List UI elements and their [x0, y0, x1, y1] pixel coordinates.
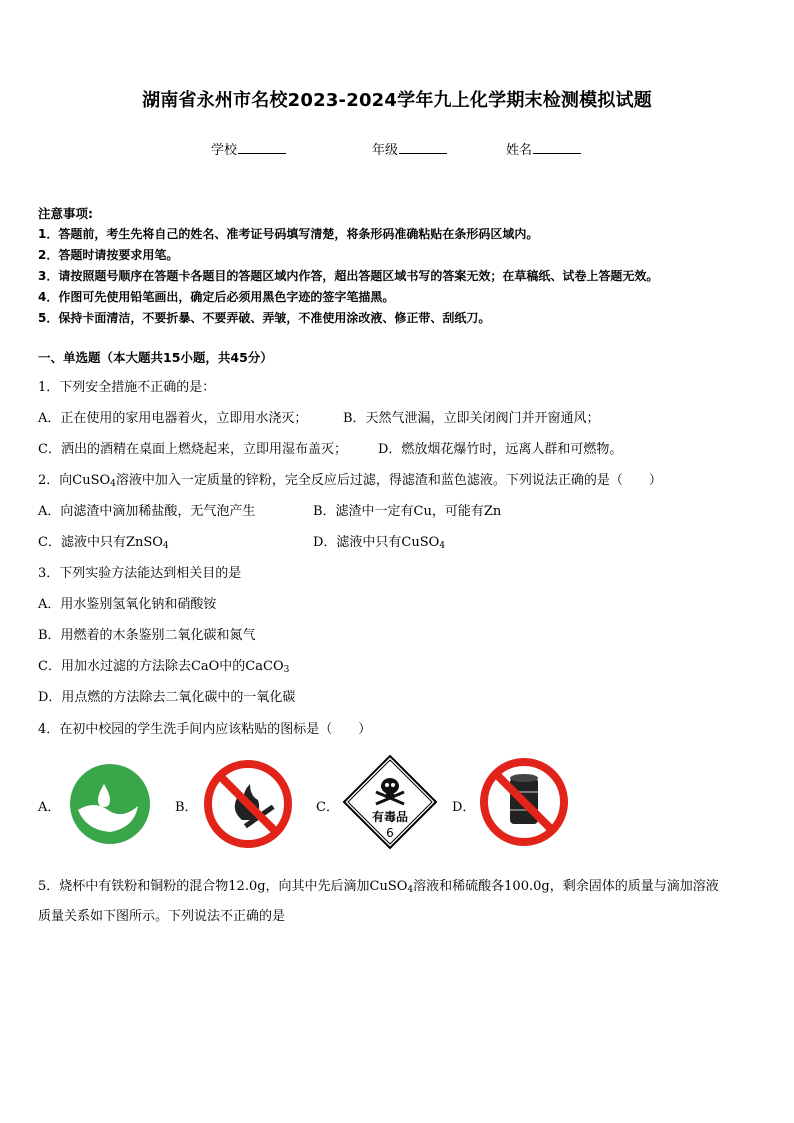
no-fire-icon[interactable] [202, 754, 298, 850]
note-item: 5．保持卡面清洁，不要折暴、不要弄破、弄皱，不准使用涂改液、修正带、刮纸刀。 [38, 311, 491, 325]
water-saving-icon[interactable] [64, 754, 160, 850]
q2-option-d[interactable] [313, 531, 445, 551]
school-label: 学校 [211, 143, 238, 158]
grade-blank[interactable] [399, 141, 447, 154]
question-4-stem: 4．在初中校园的学生洗手间内应该粘贴的图标是（ ） [38, 722, 372, 737]
note-item: 3．请按照题号顺序在答题卡各题目的答题区域内作答，超出答题区域书写的答案无效；在草稿纸、试卷上答题无效。 [38, 269, 659, 283]
name-field[interactable] [506, 139, 581, 158]
q2-option-d-text: D．滤液中只有CuSO [313, 535, 440, 550]
q1-option-b[interactable]: B．天然气泄漏，立即关闭阀门并开窗通风； [343, 411, 600, 426]
q4-label-b[interactable]: B． [175, 800, 198, 815]
q1-option-c[interactable]: C．洒出的酒精在桌面上燃烧起来，立即用湿布盖灭； [38, 442, 347, 457]
q3-option-c-text: C．用加水过滤的方法除去CaO中的CaCO [38, 659, 284, 674]
q4-label-c[interactable]: C． [316, 800, 339, 815]
question-3-stem: 3．下列实验方法能达到相关目的是 [38, 566, 242, 581]
q3-option-c[interactable] [38, 655, 289, 675]
school-blank[interactable] [238, 141, 286, 154]
q3-option-c-sub: 3 [283, 665, 290, 675]
q5-text: 5．烧杯中有铁粉和铜粉的混合物12.0g，向其中先后滴加CuSO [38, 879, 408, 894]
q1-option-d[interactable]: D．燃放烟花爆竹时，远离人群和可燃物。 [378, 442, 623, 457]
q3-option-b[interactable]: B．用燃着的木条鉴别二氧化碳和氮气 [38, 628, 256, 643]
toxic-text: 有毒品 [371, 810, 408, 824]
q5-text: 溶液和稀硫酸各100.0g，剩余固体的质量与滴加溶液 [413, 879, 719, 894]
q3-option-d[interactable]: D．用点燃的方法除去二氧化碳中的一氧化碳 [38, 690, 296, 705]
q2-option-b[interactable]: B．滤渣中一定有Cu，可能有Zn [313, 504, 502, 519]
q2-stem-part: 2．向CuSO [38, 473, 111, 488]
q2-option-c-sub: 4 [162, 541, 169, 551]
note-item: 2．答题时请按要求用笔。 [38, 248, 179, 262]
no-oil-drum-icon[interactable] [478, 754, 574, 850]
question-2-stem [38, 469, 662, 489]
q5-sub: 4 [407, 885, 414, 895]
q1-option-a[interactable]: A．正在使用的家用电器着火，立即用水浇灭； [38, 411, 308, 426]
notes-heading: 注意事项: [38, 206, 93, 221]
q2-stem-sub: 4 [110, 479, 116, 489]
q2-option-a[interactable]: A．向滤渣中滴加稀盐酸，无气泡产生 [38, 504, 256, 519]
question-5-line-2: 质量关系如下图所示。下列说法不正确的是 [38, 909, 286, 924]
q2-option-c[interactable] [38, 531, 169, 551]
q4-label-d[interactable]: D． [452, 800, 476, 815]
q2-option-c-text: C．滤液中只有ZnSO [38, 535, 163, 550]
question-1-stem: 1．下列安全措施不正确的是： [38, 380, 216, 395]
section-heading: 一、单选题（本大题共15小题，共45分） [38, 350, 273, 365]
q2-stem-part: 溶液中加入一定质量的锌粉，完全反应后过滤，得滤渣和蓝色滤液。下列说法正确的是（ ） [115, 473, 662, 488]
q4-label-a[interactable]: A． [38, 800, 61, 815]
note-item: 4．作图可先使用铅笔画出，确定后必须用黑色字迹的签字笔描黑。 [38, 290, 395, 304]
page-title: 湖南省永州市名校2023-2024学年九上化学期末检测模拟试题 [142, 90, 652, 111]
grade-field[interactable] [372, 139, 447, 158]
school-field[interactable] [211, 139, 286, 158]
toxic-hazard-icon[interactable] [342, 754, 438, 850]
q3-option-a[interactable]: A．用水鉴别氢氧化钠和硝酸铵 [38, 597, 217, 612]
toxic-class: 6 [386, 826, 394, 840]
grade-label: 年级 [372, 143, 399, 158]
name-blank[interactable] [533, 141, 581, 154]
q2-option-d-sub: 4 [439, 541, 446, 551]
question-5-line-1 [38, 875, 719, 895]
note-item: 1．答题前，考生先将自己的姓名、准考证号码填写清楚，将条形码准确粘贴在条形码区域内。 [38, 227, 539, 241]
name-label: 姓名 [506, 143, 533, 158]
